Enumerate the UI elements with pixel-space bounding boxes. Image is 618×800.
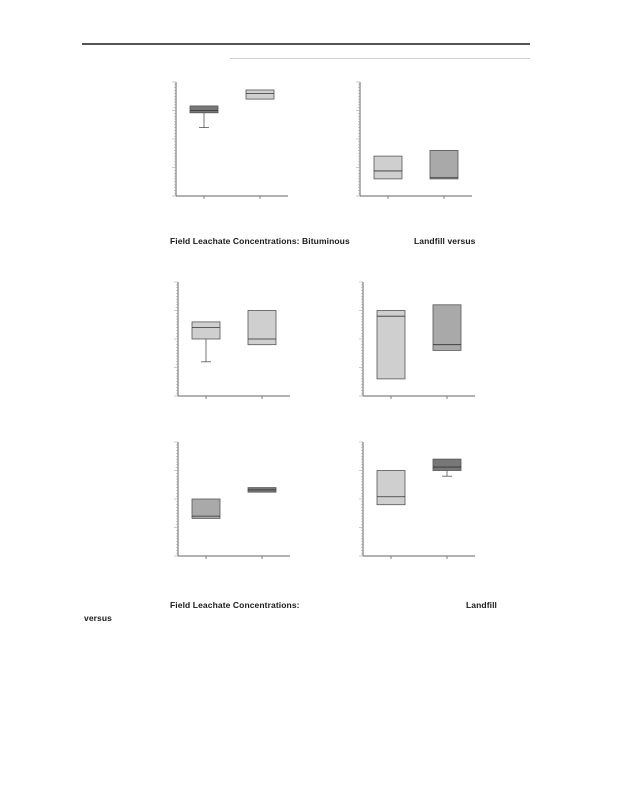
box-body [430, 150, 458, 179]
chart-panel-3 [170, 278, 300, 408]
chart-panel-6 [355, 438, 485, 568]
box-body [374, 156, 402, 179]
box-body [433, 305, 461, 351]
chart-panel-4 [355, 278, 485, 408]
chart-panel-1 [168, 78, 298, 208]
box-body [246, 90, 274, 99]
chart-svg-2 [352, 78, 482, 208]
chart-panel-5 [170, 438, 300, 568]
box-body [192, 322, 220, 339]
header-rule [82, 43, 530, 45]
box-body [192, 499, 220, 518]
chart-svg-3 [170, 278, 300, 408]
caption-second-left: Field Leachate Concentrations: [170, 600, 300, 610]
caption-first-right: Landfill versus [414, 236, 476, 246]
caption-second-wrap: versus [84, 613, 113, 623]
box-body [377, 471, 405, 505]
chart-svg-6 [355, 438, 485, 568]
caption-first-left: Field Leachate Concentrations: Bituminous [170, 236, 350, 246]
chart-panel-2 [352, 78, 482, 208]
box-body [433, 459, 461, 470]
chart-svg-1 [168, 78, 298, 208]
box-body [377, 311, 405, 379]
chart-svg-5 [170, 438, 300, 568]
box-body [190, 106, 218, 113]
box-body [248, 311, 276, 345]
header-subrule [230, 58, 530, 59]
caption-second-right: Landfill [466, 600, 498, 610]
chart-svg-4 [355, 278, 485, 408]
